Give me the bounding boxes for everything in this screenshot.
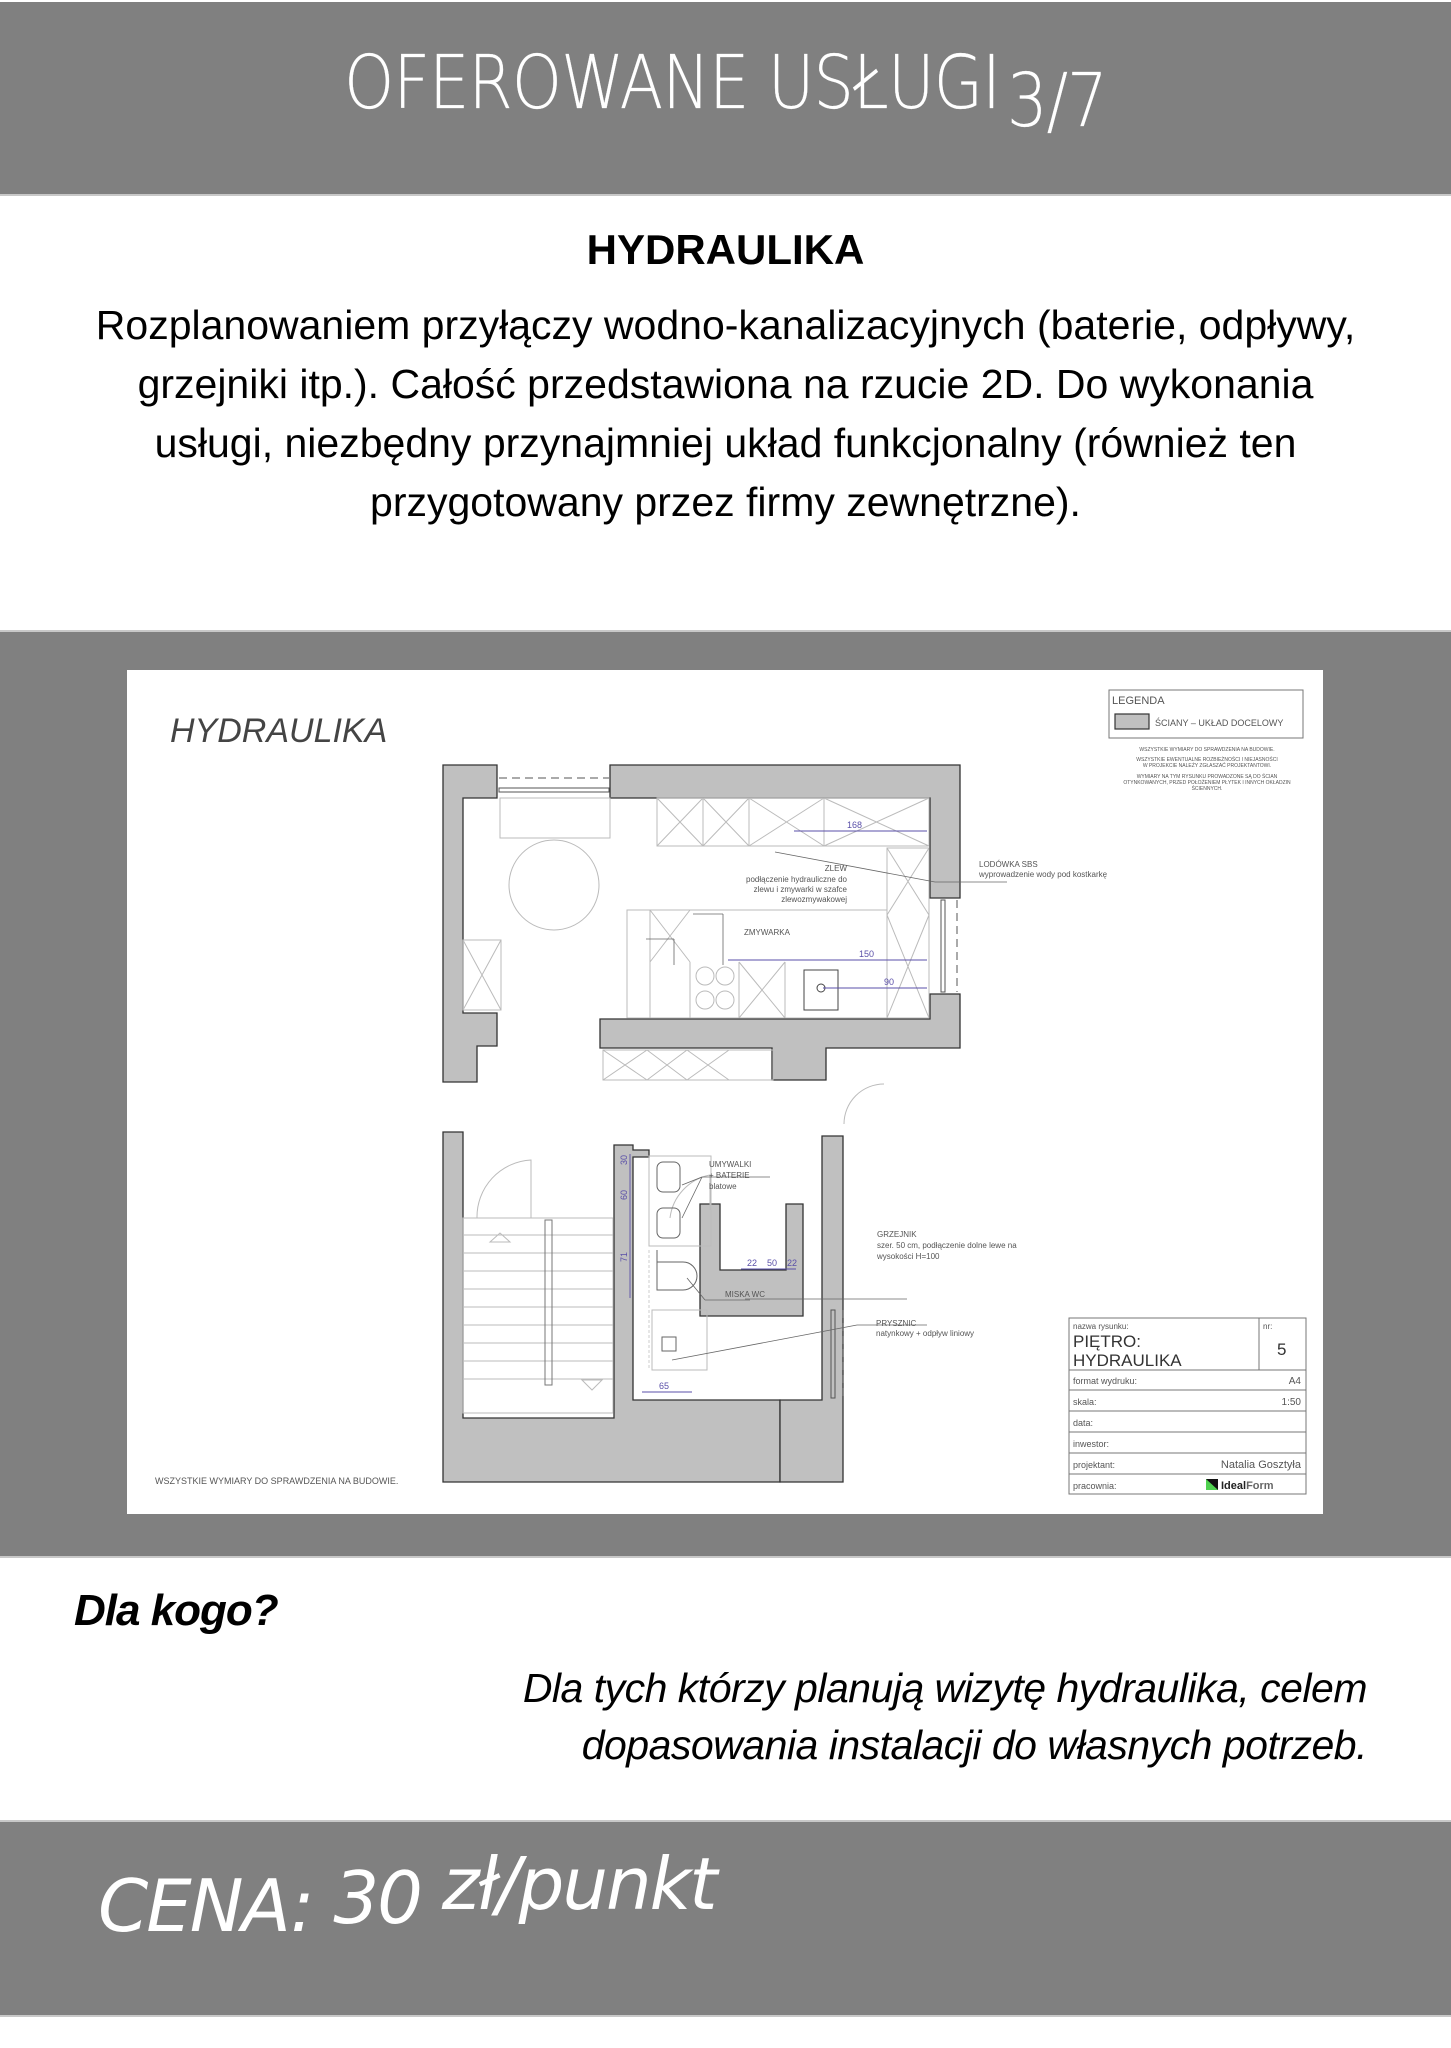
drawing-footer-note: WSZYSTKIE WYMIARY DO SPRAWDZENIA NA BUDOWIE. [155,1476,399,1486]
floor-plan-svg [127,670,1323,1514]
zlew-line3: zlewozmywakowej [781,895,847,904]
dim-60: 60 [619,1189,629,1200]
legend-note: WSZYSTKIE WYMIARY DO SPRAWDZENIA NA BUDOWIE. [1139,747,1275,753]
audience-answer: Dla tych którzy planują wizytę hydraulika, celem dopasowania instalacji do własnych potrzeb. [522,1665,1367,1768]
dim-71: 71 [619,1251,629,1262]
tb-date-label: data: [1073,1418,1094,1428]
grzejnik-line1: szer. 50 cm, podłączenie dolne lewe na [877,1241,1017,1250]
dim-150: 150 [859,949,875,959]
dim-90: 90 [884,977,895,987]
tb-name-label: nazwa rysunku: [1073,1322,1129,1331]
tb-name-line2: HYDRAULIKA [1073,1351,1182,1370]
audience-section [0,1556,1451,1820]
page-title-text: OFEROWANE USŁUGI [344,40,1001,126]
grzejnik-title: GRZEJNIK [877,1230,917,1239]
legend-item: ŚCIANY – UKŁAD DOCELOWY [1155,718,1284,728]
drawing-title: HYDRAULIKA [170,712,388,750]
tb-scale-value: 1:50 [1281,1397,1301,1408]
price-unit: zł/punkt [441,1842,716,1926]
tb-investor-label: inwestor: [1073,1439,1110,1449]
prysznic-desc: natynkowy + odpływ liniowy [876,1329,975,1338]
tb-scale-label: skala: [1073,1397,1097,1407]
price-label: CENA: [98,1864,313,1948]
dim-50: 50 [767,1258,778,1268]
header-band [0,2,1451,196]
dim-22b: 22 [787,1258,798,1268]
service-description: Rozplanowaniem przyłączy wodno-kanalizacyjnych (baterie, odpływy, grzejniki itp.). Całość przedstawiona na rzucie 2D. Do wykonania usługi, niezbędny przynajmniej układ funkcjonalny (również ten przygotowany przez firmy zewnętrzne). [95,302,1356,525]
drawing-band [0,630,1451,1558]
miska-wc-label: MISKA WC [725,1290,766,1299]
lodowka-title: LODÓWKA SBS [979,860,1038,869]
grzejnik-line2: wysokości H=100 [877,1252,940,1261]
idealform-logo-icon [1206,1479,1218,1490]
legend [1109,690,1303,792]
lodowka-desc: wyprowadzenie wody pod kostkarkę [979,870,1108,879]
zlew-line1: podłączenie hydrauliczne do [746,875,847,884]
price-band [0,1820,1451,2017]
tb-designer-label: projektant: [1073,1460,1116,1470]
tb-format-label: format wydruku: [1073,1376,1138,1386]
wall-swatch-icon [1115,714,1149,729]
umywalki-line2: + BATERIE [709,1171,750,1180]
price [98,1842,716,1948]
stairs [463,1084,884,1413]
prysznic-title: PRYSZNIC [876,1319,917,1328]
title-block-text [1073,1322,1302,1492]
svg-text:IdealForm [1221,1480,1274,1492]
tb-studio-a: Ideal [1221,1480,1247,1492]
legend-note: WYMIARY NA TYM RYSUNKU PROWADZONE SĄ DO ŚCIAN [1136,774,1278,780]
dim-168: 168 [847,820,863,830]
zmywarka-label: ZMYWARKA [744,928,790,937]
legend-heading: LEGENDA [1112,695,1165,707]
tb-studio-label: pracownia: [1073,1481,1117,1491]
dim-65: 65 [659,1381,670,1391]
zlew-line2: zlewu i zmywarki w szafce [753,885,847,894]
price-value: 30 [333,1856,421,1940]
umywalki-line3: blatowe [709,1182,737,1191]
floor-plan-drawing [127,670,1323,1514]
tb-studio-b: Form [1246,1480,1274,1492]
legend-note: OTYNKOWANYCH, PRZED POŁOŻENIEM PŁYTEK I INNYCH OKŁADZIN [1123,780,1291,786]
legend-note: ŚCIENNYCH. [1191,786,1223,792]
page-indicator: 3/7 [1006,58,1107,144]
tb-nr-value: 5 [1277,1340,1287,1359]
legend-note: W PROJEKCIE NALEŻY ZGŁASZAĆ PROJEKTANTOWI. [1142,763,1272,769]
legend-note: WSZYSTKIE EWENTUALNE ROZBIEŻNOŚCI I NIEJASNOŚCI [1136,757,1278,763]
umywalki-line1: UMYWALKI [709,1160,752,1169]
audience-question: Dla kogo? [74,1586,278,1635]
page-title [102,40,1350,144]
zlew-title: ZLEW [824,864,847,873]
service-section [0,196,1451,630]
tb-designer-value: Natalia Gosztyła [1220,1459,1301,1471]
tb-name-line1: PIĘTRO: [1073,1332,1142,1351]
tb-format-value: A4 [1288,1376,1301,1387]
dim-30: 30 [619,1154,629,1165]
dim-22a: 22 [747,1258,758,1268]
service-heading: HYDRAULIKA [586,226,865,273]
tb-nr-label: nr: [1263,1322,1273,1331]
